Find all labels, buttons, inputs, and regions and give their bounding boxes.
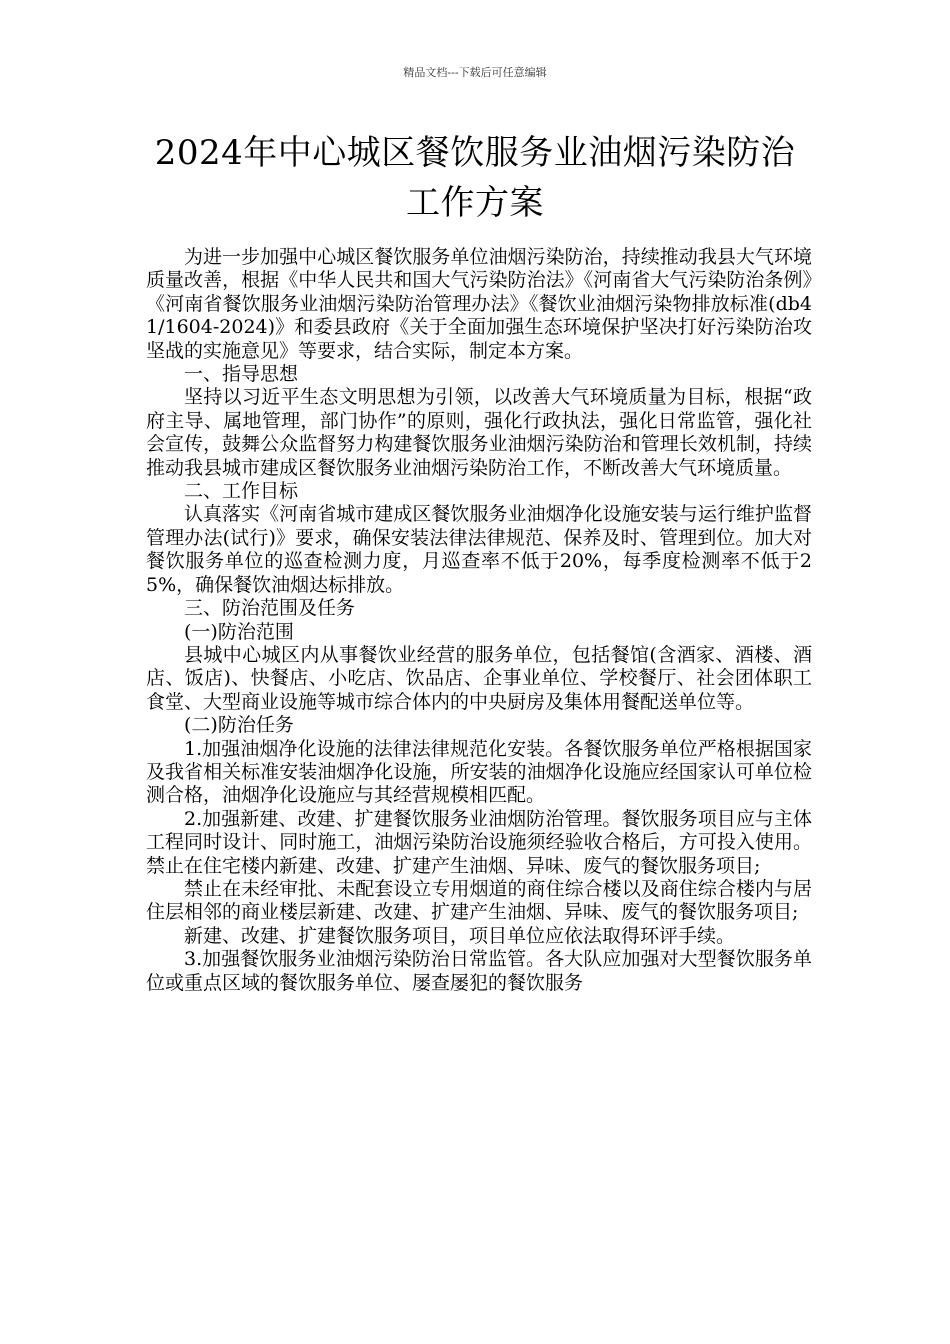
paragraph-task-2-prohibition: 禁止在未经审批、未配套设立专用烟道的商住综合楼以及商住综合楼内与居住层相邻的商业楼层新建、改建、扩建产生油烟、异味、废气的餐饮服务项目;	[146, 877, 812, 924]
paragraph-work-goals: 认真落实《河南省城市建成区餐饮服务业油烟净化设施安装与运行维护监督管理办法(试行)》要求，确保安装法律法律规范、保养及时、管理到位。加大对餐饮服务单位的巡查检测力度，月巡查率不低于20%，每季度检测率不低于25%，确保餐饮油烟达标排放。	[146, 503, 812, 596]
intro-paragraph: 为进一步加强中心城区餐饮服务单位油烟污染防治，持续推动我县大气环境质量改善，根据《中华人民共和国大气污染防治法》《河南省大气污染防治条例》《河南省餐饮服务业油烟污染防治管理办法》《餐饮业油烟污染物排放标准(db41/1604-2024)》和委县政府《关于全面加强生态环境保护坚决打好污染防治攻坚战的实施意见》等要求，结合实际，制定本方案。	[146, 246, 812, 362]
subsection-heading-scope: (一)防治范围	[184, 620, 294, 643]
document-body	[146, 246, 812, 995]
paragraph-task-3: 3.加强餐饮服务业油烟污染防治日常监管。各大队应加强对大型餐饮服务单位或重点区域的餐饮服务单位、屡查屡犯的餐饮服务	[146, 948, 812, 994]
section-heading-work-goals: 二、工作目标	[184, 480, 299, 503]
paragraph-task-2-eia: 新建、改建、扩建餐饮服务项目，项目单位应依法取得环评手续。	[184, 924, 736, 947]
paragraph-task-2: 2.加强新建、改建、扩建餐饮服务业油烟防治管理。餐饮服务项目应与主体工程同时设计、同时施工，油烟污染防治设施须经验收合格后，方可投入使用。禁止在住宅楼内新建、改建、扩建产生油烟、异味、废气的餐饮服务项目;	[146, 807, 812, 877]
title-line-1: 2024年中心城区餐饮服务业油烟污染防治	[154, 133, 796, 173]
document-title	[120, 128, 830, 228]
title-line-2: 工作方案	[406, 183, 544, 223]
paragraph-guiding-ideology: 坚持以习近平生态文明思想为引领，以改善大气环境质量为目标，根据“政府主导、属地管理，部门协作”的原则，强化行政执法，强化日常监管，强化社会宣传，鼓舞公众监督努力构建餐饮服务业油烟污染防治和管理长效机制，持续推动我县城市建成区餐饮服务业油烟污染防治工作，不断改善大气环境质量。	[146, 386, 812, 479]
section-heading-guiding-ideology: 一、指导思想	[184, 363, 299, 386]
paragraph-scope: 县城中心城区内从事餐饮业经营的服务单位，包括餐馆(含酒家、酒楼、酒店、饭店)、快餐店、小吃店、饮品店、企事业单位、学校餐厅、社会团体职工食堂、大型商业设施等城市综合体内的中央厨房及集体用餐配送单位等。	[146, 643, 812, 713]
subsection-heading-tasks: (二)防治任务	[184, 714, 294, 737]
section-heading-scope-and-tasks: 三、防治范围及任务	[184, 597, 356, 620]
header-note: 精品文档---下载后可任意编辑	[403, 66, 547, 79]
paragraph-task-1: 1.加强油烟净化设施的法律法律规范化安装。各餐饮服务单位严格根据国家及我省相关标准安装油烟净化设施，所安装的油烟净化设施应经国家认可单位检测合格，油烟净化设施应与其经营规模相匹配。	[146, 737, 812, 807]
